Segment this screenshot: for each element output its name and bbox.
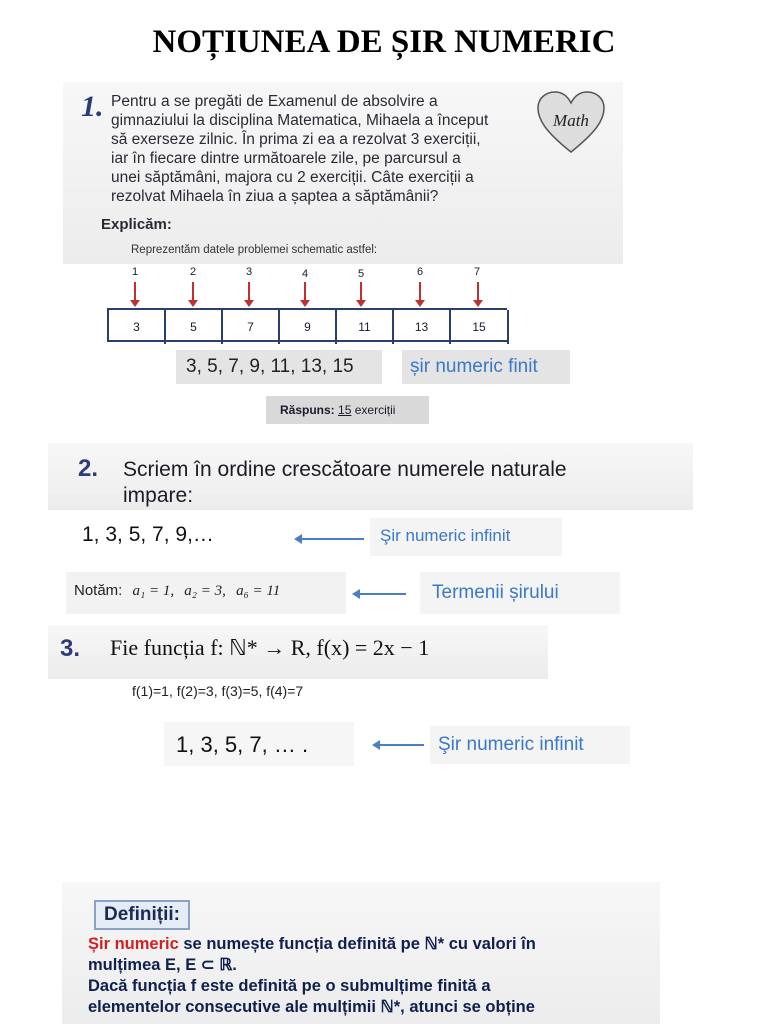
left-arrow-icon bbox=[300, 538, 364, 540]
definition-term: Șir numeric bbox=[88, 935, 179, 953]
finite-sequence-box bbox=[176, 350, 382, 384]
infinite-sequence-label-2: Şir numeric infinit bbox=[438, 734, 584, 755]
down-arrow-icon bbox=[248, 282, 250, 302]
answer-value: 15 bbox=[338, 403, 352, 417]
infinite-sequence-1: 1, 3, 5, 7, 9,… bbox=[82, 523, 214, 546]
day-label: 1 bbox=[131, 266, 139, 278]
notation-box bbox=[66, 572, 346, 614]
problem3-number: 3. bbox=[60, 635, 81, 662]
down-arrow-icon bbox=[360, 282, 362, 302]
infinite-sequence-2-box bbox=[164, 722, 354, 766]
day-label: 2 bbox=[189, 266, 197, 278]
answer-box bbox=[266, 396, 429, 424]
schema-diagram bbox=[100, 264, 520, 346]
answer-unit: exerciții bbox=[354, 403, 396, 417]
problem2-statement: Scriem în ordine crescătoare numerele naturale impare: bbox=[123, 458, 567, 507]
left-arrow-icon bbox=[378, 744, 424, 746]
math-heart-logo bbox=[536, 90, 606, 156]
day-label: 4 bbox=[301, 268, 309, 280]
term-a1: a₁ = 1, bbox=[132, 583, 175, 599]
day-label: 6 bbox=[416, 266, 424, 278]
notam-label: Notăm: bbox=[74, 582, 123, 599]
definitions-body: Șir numeric se numește funcția definită pe ℕ* cu valori în mulțimea E, E ⊂ ℝ. Dacă funcția f este definită pe o submulțime finită a elementelor consecutive ale mulțimii ℕ*, atunci se obține bbox=[88, 935, 536, 1016]
problem2-panel bbox=[48, 443, 693, 510]
infinite-sequence-label-1: Şir numeric infinit bbox=[380, 526, 511, 545]
function-values: f(1)=1, f(2)=3, f(3)=5, f(4)=7 bbox=[132, 683, 304, 699]
day-label: 7 bbox=[473, 266, 481, 278]
problem2-number: 2. bbox=[78, 455, 99, 482]
logo-text: Math bbox=[553, 111, 589, 130]
day-label: 3 bbox=[245, 266, 253, 278]
explain-label: Explicăm: bbox=[101, 216, 172, 233]
value-boxes bbox=[107, 308, 507, 342]
day-label: 5 bbox=[357, 268, 365, 280]
definitions-header: Definiții: bbox=[94, 900, 190, 930]
page-title: NOȚIUNEA DE ȘIR NUMERIC bbox=[152, 24, 616, 60]
definitions-panel bbox=[62, 882, 660, 1024]
infinite-label-box-1 bbox=[370, 518, 562, 556]
finite-sequence-label: șir numeric finit bbox=[410, 356, 538, 377]
value-cell: 13 bbox=[394, 310, 451, 344]
answer-label: Răspuns: bbox=[280, 403, 335, 417]
terms-label: Termenii șirului bbox=[432, 582, 559, 603]
value-cell: 11 bbox=[337, 310, 394, 344]
infinite-sequence-2: 1, 3, 5, 7, … . bbox=[176, 732, 309, 757]
problem3-panel bbox=[48, 625, 548, 679]
function-definition: Fie funcția f: ℕ* → R, f(x) = 2x − 1 bbox=[110, 635, 430, 660]
value-cell: 5 bbox=[166, 310, 223, 344]
infinite-label-box-2 bbox=[430, 726, 630, 764]
terms-label-box bbox=[420, 572, 620, 614]
down-arrow-icon bbox=[419, 282, 421, 302]
problem1-number: 1. bbox=[81, 90, 104, 123]
value-cell: 15 bbox=[451, 310, 509, 344]
down-arrow-icon bbox=[192, 282, 194, 302]
problem1-panel bbox=[63, 82, 623, 264]
value-cell: 7 bbox=[223, 310, 280, 344]
problem1-statement: Pentru a se pregăti de Examenul de absolvire a gimnaziului la disciplina Matematica, Mihaela a început să exerseze zilnic. În prima zi ea a rezolvat 3 exerciții, iar în fiecare dintre următoarele zile, pe parcursul a unei săptămâni, majora cu 2 exerciții. Câte exerciții a rezolvat Mihaela în ziua a șaptea a săptămânii? bbox=[111, 93, 489, 205]
value-cell: 9 bbox=[280, 310, 337, 344]
schema-text: Reprezentăm datele problemei schematic astfel: bbox=[131, 244, 378, 256]
finite-sequence-label-box bbox=[402, 350, 570, 384]
value-cell: 3 bbox=[109, 310, 166, 344]
term-a6: a₆ = 11 bbox=[236, 583, 281, 599]
down-arrow-icon bbox=[477, 282, 479, 302]
notation-text bbox=[74, 582, 280, 600]
term-a2: a₂ = 3, bbox=[184, 583, 226, 599]
down-arrow-icon bbox=[304, 282, 306, 302]
left-arrow-icon bbox=[358, 593, 406, 595]
finite-sequence: 3, 5, 7, 9, 11, 13, 15 bbox=[186, 356, 354, 377]
down-arrow-icon bbox=[134, 282, 136, 302]
